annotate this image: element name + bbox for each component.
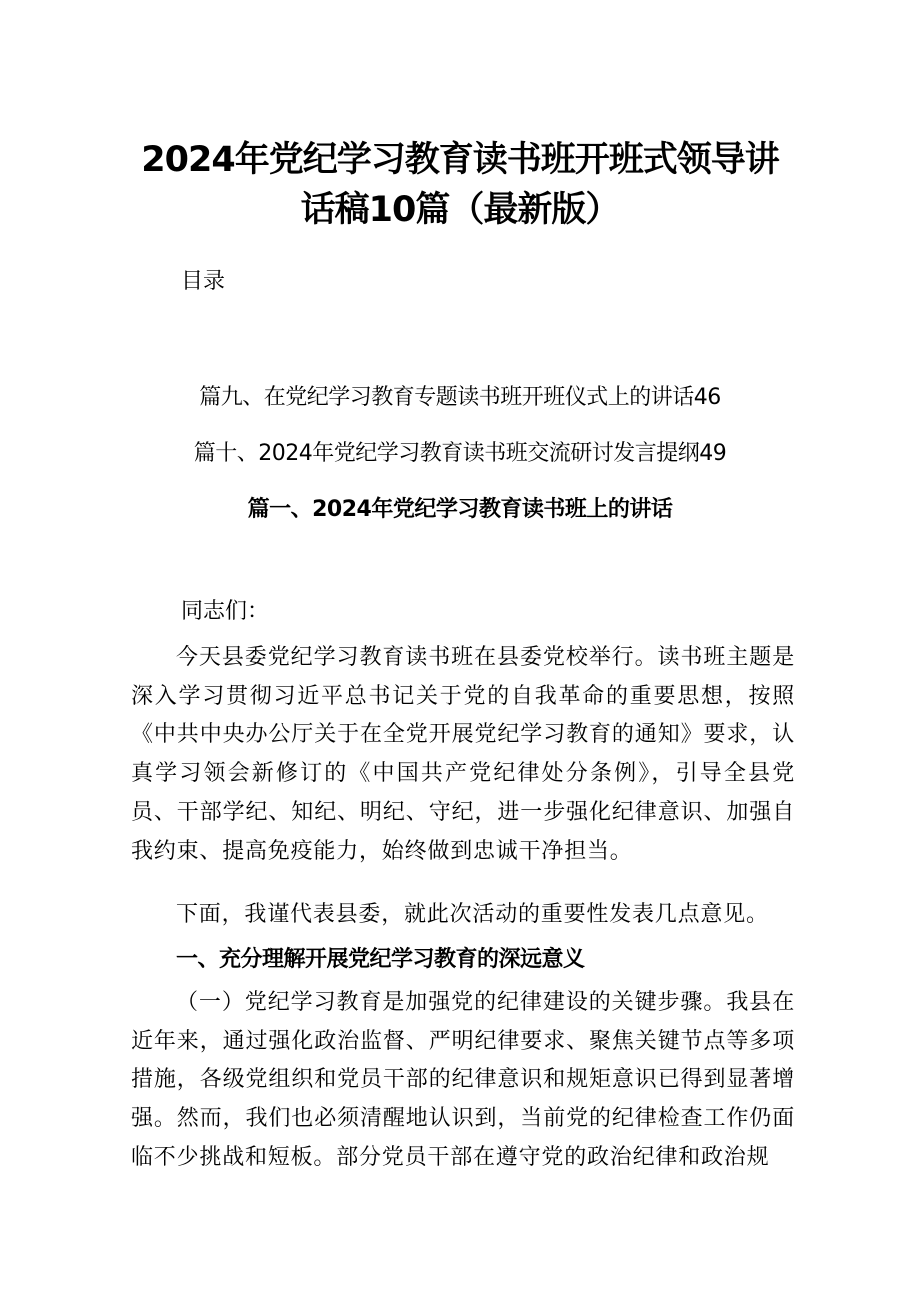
document-title-line-1: 2024年党纪学习教育读书班开班式领导讲 (141, 140, 779, 180)
section-heading: 一、充分理解开展党纪学习教育的深远意义 (176, 947, 585, 972)
section-title: 篇一、2024年党纪学习教育读书班上的讲话 (247, 497, 673, 522)
salutation: 同志们： (181, 599, 270, 624)
toc-item: 篇九、在党纪学习教育专题读书班开班仪式上的讲话46 (199, 385, 721, 410)
body-paragraph: 今天县委党纪学习教育读书班在县委党校举行。读书班主题是深入学习贯彻习近平总书记关于党的自我革命的重要思想，按照《中共中央办公厅关于在全党开展党纪学习教育的通知》要求，认真学习领会新修订的《中国共产党纪律处分条例》，引导全县党员、干部学纪、知纪、明纪、守纪，进一步强化纪律意识、加强自我约束、提高免疫能力，始终做到忠诚干净担当。 (131, 645, 795, 864)
document-title-line-2: 话稿10篇（最新版） (300, 190, 620, 230)
body-paragraph: （一）党纪学习教育是加强党的纪律建设的关键步骤。我县在近年来，通过强化政治监督、严明纪律要求、聚焦关键节点等多项措施，各级党组织和党员干部的纪律意识和规矩意识已得到显著增强。然而，我们也必须清醒地认识到，当前党的纪律检查工作仍面临不少挑战和短板。部分党员干部在遵守党的政治纪律和政治规 (131, 990, 795, 1170)
toc-label: 目录 (181, 269, 226, 294)
toc-item: 篇十、2024年党纪学习教育读书班交流研讨发言提纲49 (193, 441, 727, 466)
body-paragraph: 下面，我谨代表县委，就此次活动的重要性发表几点意见。 (176, 902, 769, 927)
